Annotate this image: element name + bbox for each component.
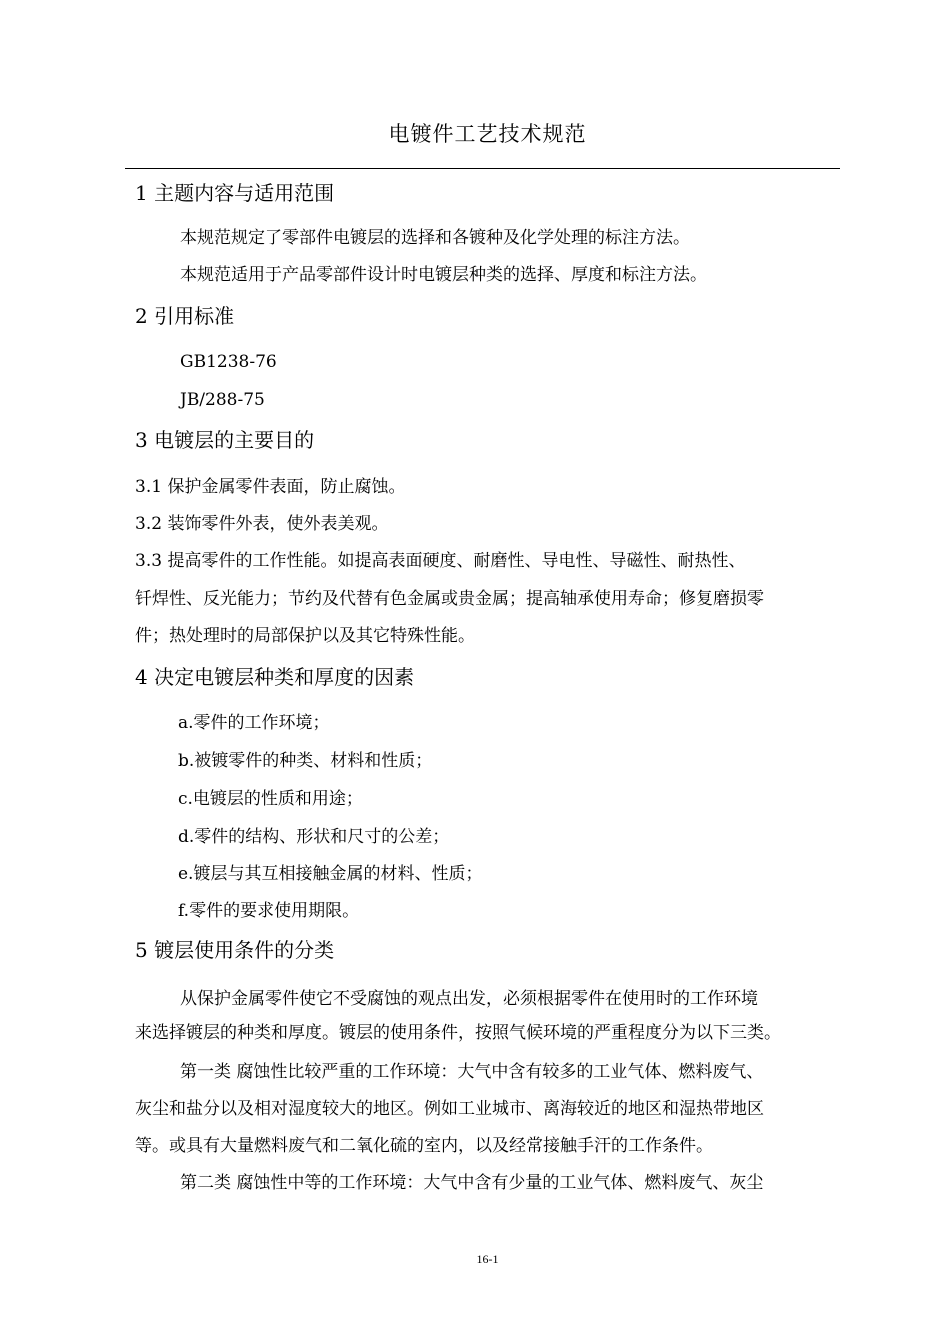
list-item: e.镀层与其互相接触金属的材料、性质； [178, 864, 483, 884]
paragraph-line: 钎焊性、反光能力；节约及代替有色金属或贵金属；提高轴承使用寿命；修复磨损零 [135, 589, 764, 609]
paragraph-line: 等。或具有大量燃料废气和二氧化硫的室内，以及经常接触手汗的工作条件。 [135, 1136, 713, 1156]
list-item: a.零件的工作环境； [178, 713, 330, 733]
paragraph-line: 件；热处理时的局部保护以及其它特殊性能。 [135, 626, 475, 646]
page-number: 16-1 [476, 1252, 499, 1266]
section-5-heading: 5 镀层使用条件的分类 [135, 938, 335, 962]
list-item: c.电镀层的性质和用途； [178, 789, 363, 809]
document-title: 电镀件工艺技术规范 [388, 122, 587, 146]
standard-reference: GB1238-76 [180, 352, 277, 372]
paragraph-line: 本规范规定了零部件电镀层的选择和各镀种及化学处理的标注方法。 [180, 228, 690, 248]
paragraph-line: 第一类 腐蚀性比较严重的工作环境：大气中含有较多的工业气体、燃料废气、 [180, 1062, 764, 1082]
clause-3-3: 3.3 提高零件的工作性能。如提高表面硬度、耐磨性、导电性、导磁性、耐热性、 [135, 551, 746, 571]
section-4-heading: 4 决定电镀层种类和厚度的因素 [135, 665, 415, 689]
paragraph-line: 本规范适用于产品零部件设计时电镀层种类的选择、厚度和标注方法。 [180, 265, 707, 285]
standard-reference: JB/288-75 [180, 390, 265, 410]
list-item: b.被镀零件的种类、材料和性质； [178, 751, 433, 771]
paragraph-line: 从保护金属零件使它不受腐蚀的观点出发，必须根据零件在使用时的工作环境 [180, 989, 758, 1009]
paragraph-line: 灰尘和盐分以及相对湿度较大的地区。例如工业城市、离海较近的地区和湿热带地区 [135, 1099, 764, 1119]
list-item: f.零件的要求使用期限。 [178, 901, 360, 921]
paragraph-line: 来选择镀层的种类和厚度。镀层的使用条件，按照气候环境的严重程度分为以下三类。 [135, 1023, 781, 1043]
section-3-heading: 3 电镀层的主要目的 [135, 428, 315, 452]
title-underline [125, 168, 840, 169]
section-2-heading: 2 引用标准 [135, 304, 235, 328]
paragraph-line: 第二类 腐蚀性中等的工作环境：大气中含有少量的工业气体、燃料废气、灰尘 [180, 1173, 764, 1193]
clause-3-1: 3.1 保护金属零件表面，防止腐蚀。 [135, 477, 406, 497]
clause-3-2: 3.2 装饰零件外表，使外表美观。 [135, 514, 389, 534]
section-1-heading: 1 主题内容与适用范围 [135, 181, 335, 205]
list-item: d.零件的结构、形状和尺寸的公差； [178, 827, 450, 847]
